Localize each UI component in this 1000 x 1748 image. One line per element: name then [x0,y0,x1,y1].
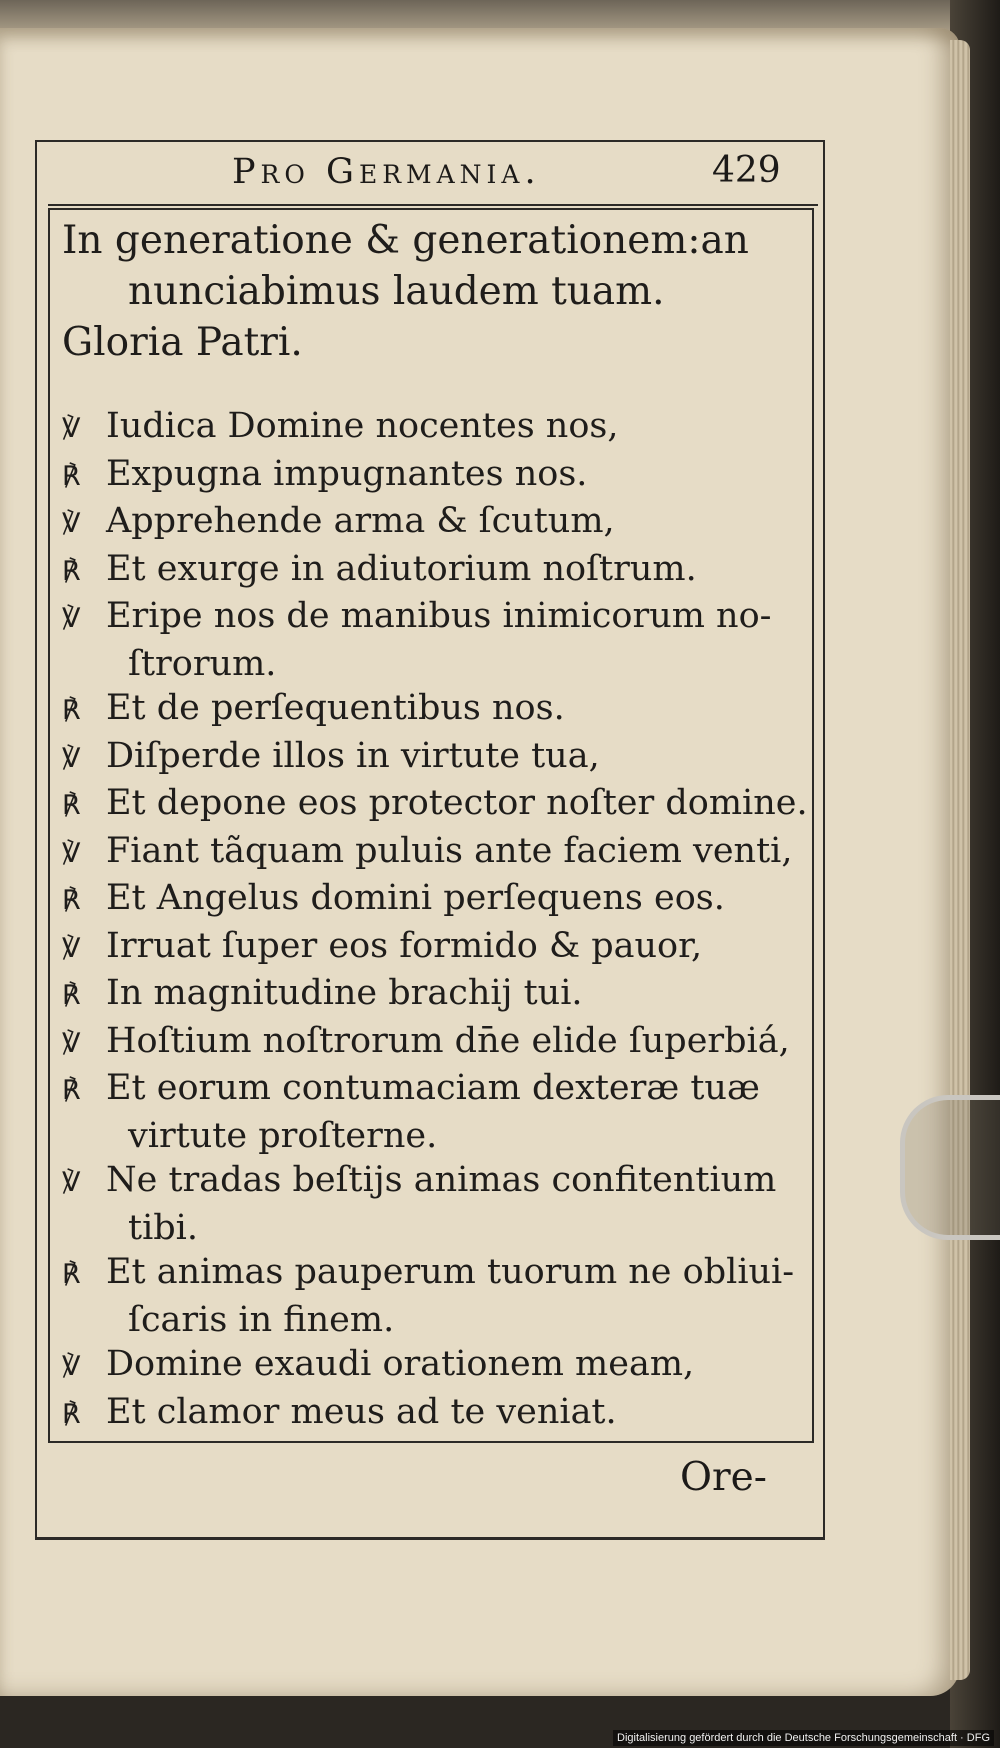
versicle-icon: ℣ [62,742,81,774]
text-line [62,317,807,368]
header-rule [48,204,818,206]
text-line [62,734,807,782]
response-icon: ℟ [62,555,81,587]
line-text: Ne tradas beſtijs animas confitentium [106,1160,777,1200]
page-number: 429 [712,150,781,191]
line-text: Et clamor meus ad te veniat. [106,1391,617,1432]
versicle-icon: ℣ [62,837,81,869]
text-line [62,1206,807,1251]
versicle-icon: ℣ [62,1351,81,1382]
response-icon: ℟ [62,460,81,492]
text-line [62,642,807,687]
line-text: Expugna impugnantes nos. [106,453,588,494]
line-text: Et depone eos protector noſter domine. [106,783,808,823]
line-text: In magnitudine brachij tui. [106,973,583,1013]
text-line [62,266,807,317]
text-line [62,781,807,829]
line-text: Irruat ſuper eos formido & pauor, [106,925,703,966]
digitization-credit: Digitalisierung gefördert durch die Deutsche Forschungsgemeinschaft · DFG [613,1730,994,1746]
response-icon: ℟ [62,885,81,916]
text-line [62,499,807,547]
line-text: Eripe nos de manibus inimicorum no- [106,596,772,636]
page-edges [950,40,970,1680]
text-line [62,876,807,924]
text-line [62,1114,807,1159]
running-head: Pro Germania. [232,152,541,192]
stanza-gap [62,368,807,404]
text-line [62,1019,807,1067]
line-text: Et de perſequentibus nos. [106,688,565,728]
text-line [62,924,807,972]
line-text: Et animas pauperum tuorum ne obliui- [106,1252,795,1292]
catchword: Ore- [680,1455,767,1500]
line-text: Apprehende arma & ſcutum, [106,501,615,541]
line-text: Gloria Patri. [62,320,303,365]
line-text: virtute proſterne. [128,1115,438,1156]
text-line [62,1298,807,1343]
text-line [62,971,807,1019]
versicle-icon: ℣ [62,413,81,444]
line-text: ſtrorum. [128,643,277,684]
text-line [62,829,807,877]
line-text: Domine exaudi orationem meam, [106,1344,695,1384]
response-icon: ℟ [62,1259,81,1290]
line-text: Diſperde illos in virtute tua, [106,735,600,776]
line-text: Fiant tãquam puluis ante faciem venti, [106,830,793,871]
response-icon: ℟ [62,980,81,1011]
versicle-icon: ℣ [62,1027,81,1059]
text-line [62,452,807,500]
line-text: nunciabimus laudem tuam. [128,269,665,314]
text-line [62,215,807,266]
line-text: Et Angelus domini perſequens eos. [106,878,725,918]
text-line [62,1158,807,1206]
line-text: ſcaris in finem. [128,1299,395,1340]
response-icon: ℟ [62,695,81,726]
line-text: Iudica Domine nocentes nos, [106,406,619,446]
page-clip [900,1095,1000,1240]
response-icon: ℟ [62,1075,81,1106]
body-text [62,215,807,1437]
versicle-icon: ℣ [62,508,81,539]
line-text: In generatione & generationem:an [62,218,749,263]
versicle-icon: ℣ [62,932,81,964]
text-line [62,1066,807,1114]
text-line [62,404,807,452]
text-line [62,594,807,642]
versicle-icon: ℣ [62,603,81,634]
response-icon: ℟ [62,1398,81,1430]
text-line [62,1250,807,1298]
text-line [62,1342,807,1390]
text-line [62,547,807,595]
text-line [62,1390,807,1438]
line-text: tibi. [128,1207,198,1248]
response-icon: ℟ [62,790,81,821]
line-text: Et eorum contumaciam dexteræ tuæ [106,1068,760,1108]
line-text: Et exurge in adiutorium noſtrum. [106,548,697,589]
versicle-icon: ℣ [62,1167,81,1198]
line-text: Hoſtium noſtrorum dn̄e elide ſuperbiá, [106,1020,790,1061]
text-line [62,686,807,734]
